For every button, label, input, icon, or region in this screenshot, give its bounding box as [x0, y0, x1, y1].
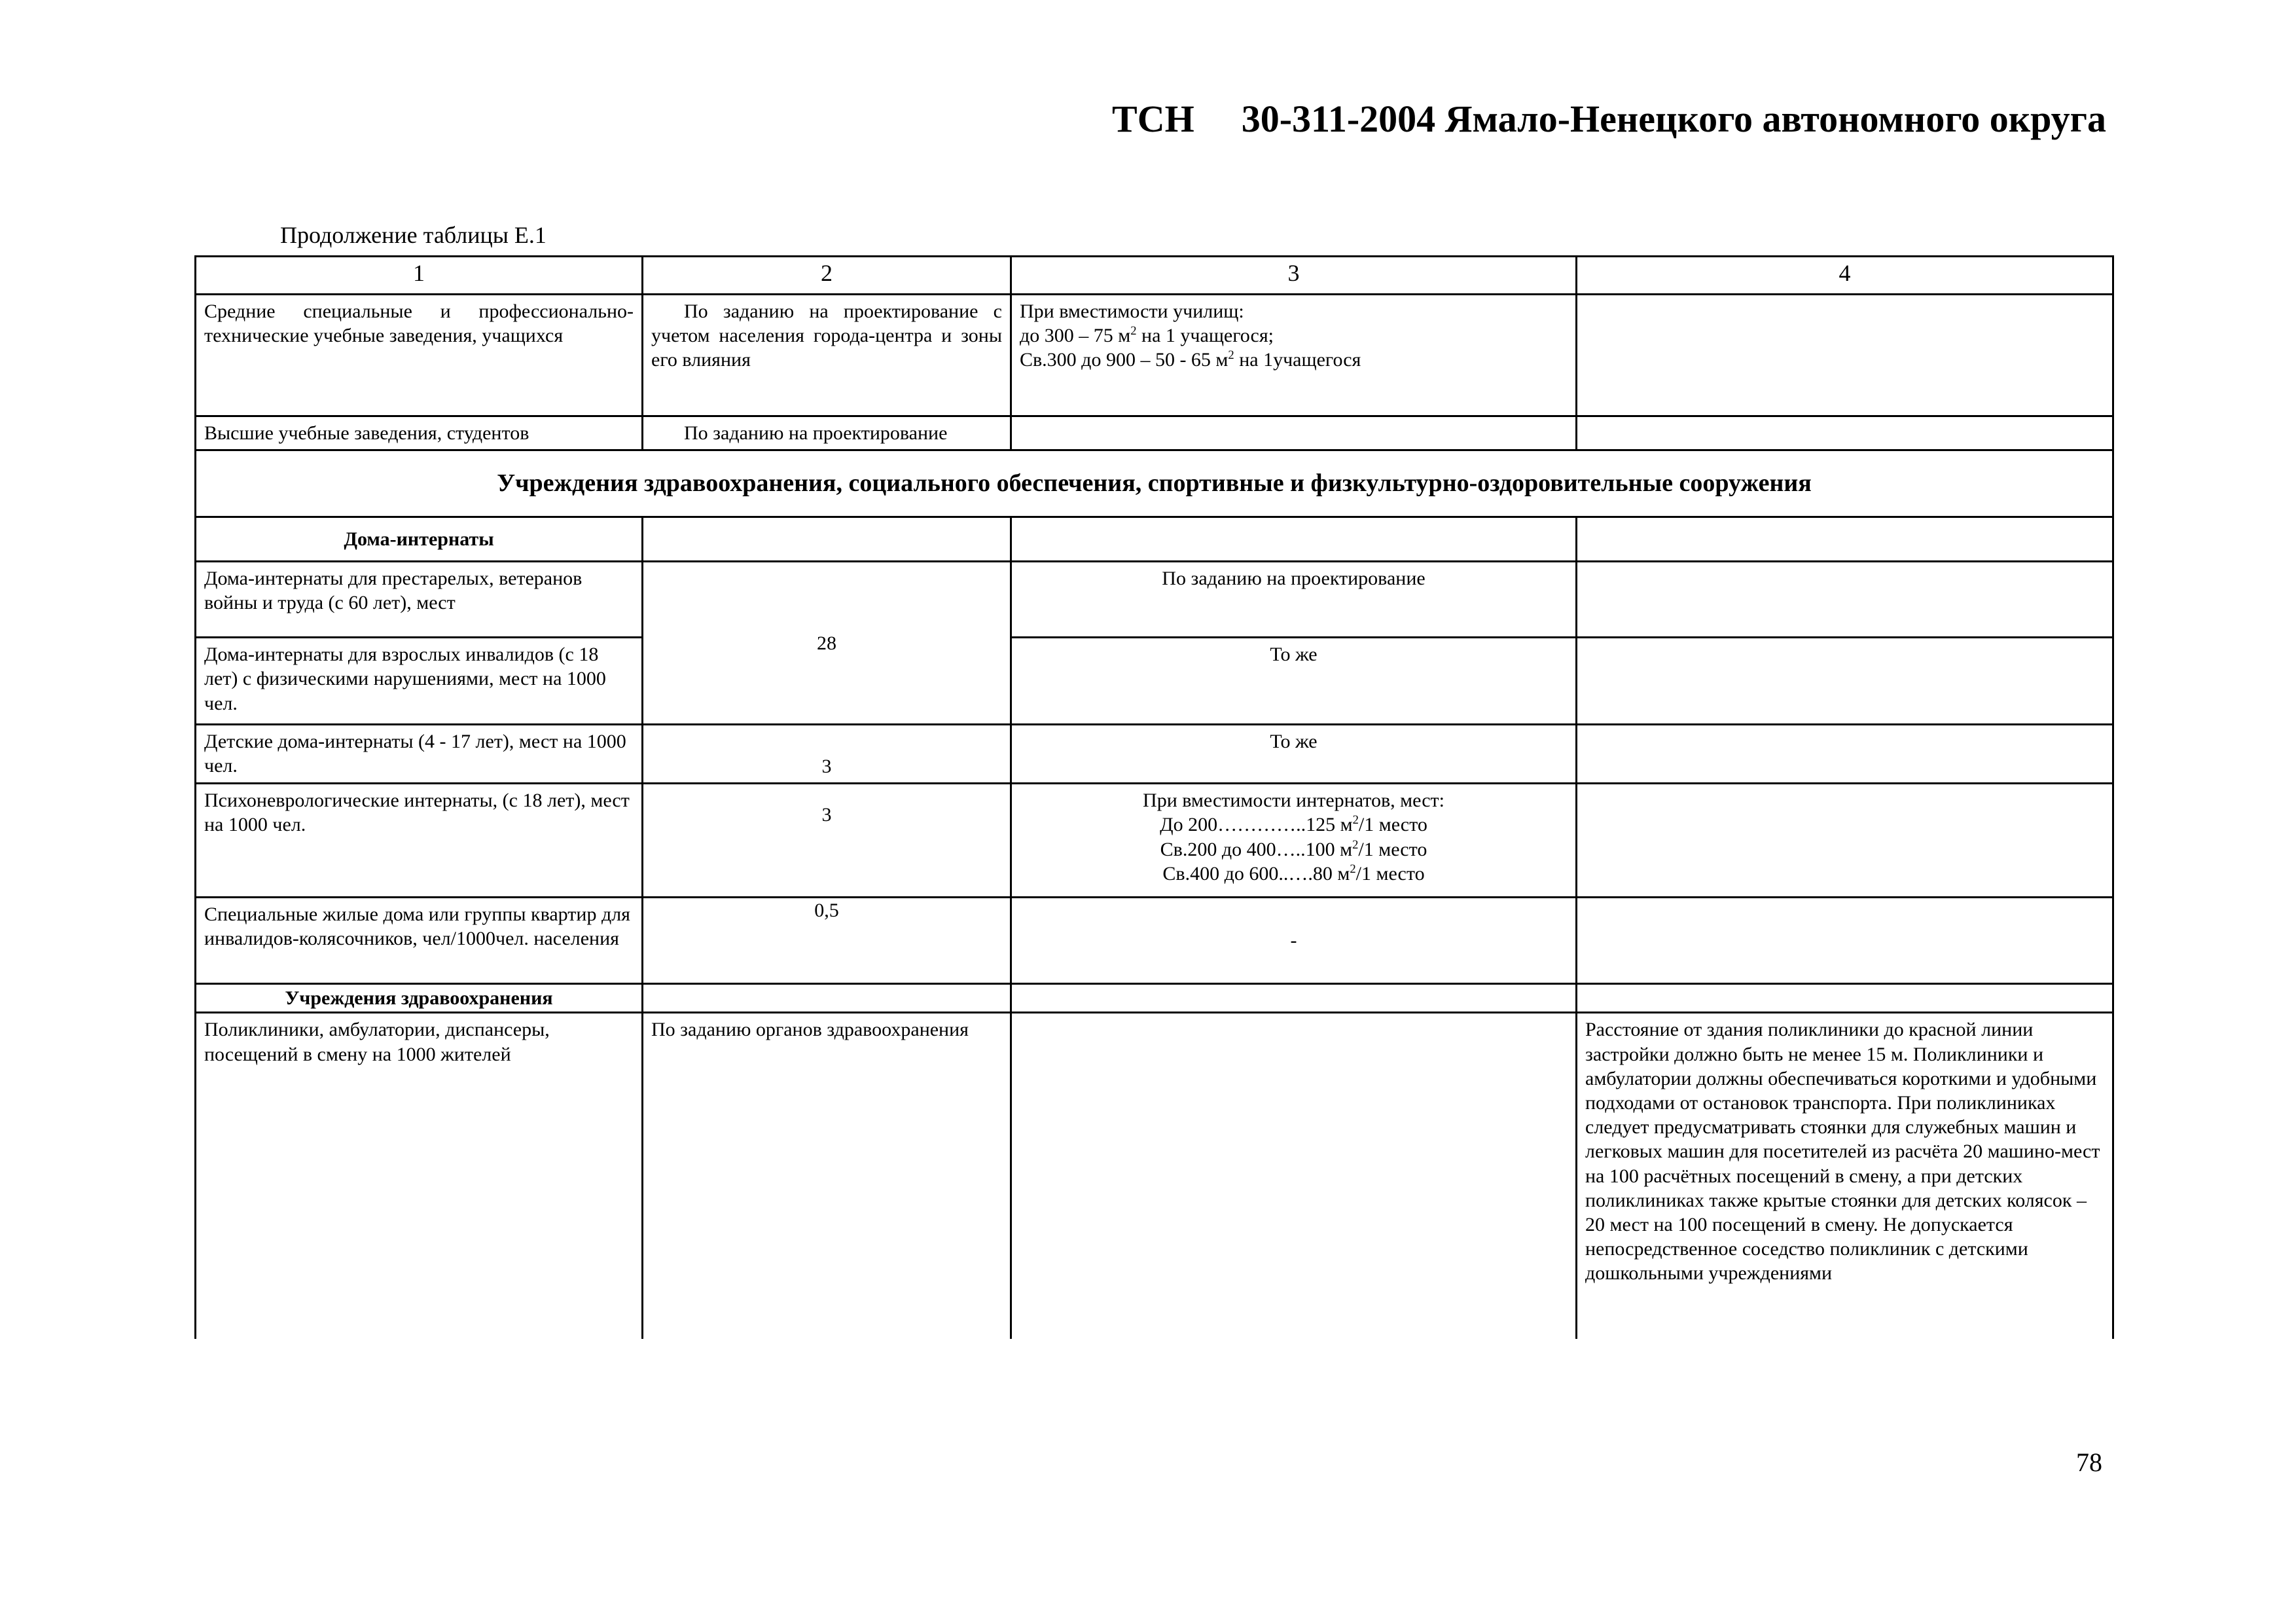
column-number-2: 2 — [643, 257, 1011, 295]
empty-cell — [1577, 517, 2113, 562]
cell-wheelchair-norm: 0,5 — [643, 898, 1011, 984]
cell-elderly-name: Дома-интернаты для престарелых, ветеранов войны и труда (с 60 лет), мест — [196, 562, 643, 638]
subheader-health: Учреждения здравоохранения — [196, 984, 643, 1013]
cell-polyclinics-name: Поликлиники, амбулатории, диспансеры, посещений в смену на 1000 жителей — [196, 1013, 643, 1339]
cell-higher-area — [1011, 416, 1577, 450]
cell-disabled-note — [1577, 638, 2113, 725]
cell-secondary-norm: По заданию на проектирование с учетом населения города-центра и зоны его влияния — [643, 295, 1011, 416]
cell-secondary-name: Средние специальные и профессионально-технические учебные заведения, учащихся — [196, 295, 643, 416]
cell-elderly-note — [1577, 562, 2113, 638]
cell-secondary-area: При вместимости училищ: до 300 – 75 $м^2$ на 1 учащегося; Св.300 до 900 – 50 - 65 $м^2$ на 1учащегося — [1011, 295, 1577, 416]
cell-polyclinics-norm: По заданию органов здравоохранения — [643, 1013, 1011, 1339]
cell-disabled-name: Дома-интернаты для взрослых инвалидов (с 18 лет) с физическими нарушениями, мест на 1000 чел. — [196, 638, 643, 725]
cell-psycho-norm: 3 — [643, 784, 1011, 898]
column-number-row — [196, 257, 2113, 295]
cell-disabled-area: То же — [1011, 638, 1577, 725]
table-row-subheader-health — [196, 984, 2113, 1013]
cell-wheelchair-name: Специальные жилые дома или группы квартир для инвалидов-колясочников, чел/1000чел. населения — [196, 898, 643, 984]
cell-elderly-area: По заданию на проектирование — [1011, 562, 1577, 638]
empty-cell — [1011, 984, 1577, 1013]
empty-cell — [643, 517, 1011, 562]
page-number: 78 — [2076, 1448, 2102, 1477]
cell-elderly-norm: 28 — [643, 562, 1011, 725]
document-header — [1112, 97, 2106, 141]
table-row-polyclinics — [196, 1013, 2113, 1339]
standard-code: 30-311-2004 Ямало-Ненецкого автономного округа — [1241, 98, 2106, 140]
cell-psycho-name: Психоневрологические интернаты, (с 18 лет), мест на 1000 чел. — [196, 784, 643, 898]
cell-secondary-note — [1577, 295, 2113, 416]
table-row-secondary-schools — [196, 295, 2113, 416]
cell-psycho-area: При вместимости интернатов, мест: До 200…………..125 $м^2/1$ место Св.200 до 400…..100 $м^2/1$ место Св.400 до 600..….80 $м^2/1$ место — [1011, 784, 1577, 898]
standard-prefix: ТСН — [1112, 98, 1194, 140]
cell-higher-norm: По заданию на проектирование — [643, 416, 1011, 450]
norms-table — [194, 255, 2114, 1339]
empty-cell — [1011, 517, 1577, 562]
cell-higher-note — [1577, 416, 2113, 450]
cell-children-name: Детские дома-интернаты (4 - 17 лет), мест на 1000 чел. — [196, 725, 643, 784]
column-number-3: 3 — [1011, 257, 1577, 295]
section-title: Учреждения здравоохранения, социального обеспечения, спортивные и физкультурно-оздоровительные сооружения — [196, 450, 2113, 517]
column-number-4: 4 — [1577, 257, 2113, 295]
table-row-section-title — [196, 450, 2113, 517]
cell-polyclinics-note: Расстояние от здания поликлиники до красной линии застройки должно быть не менее 15 м. Поликлиники и амбулатории должны обеспечиваться короткими и удобными подходами от остановок транспорта. При поликлиниках следует предусматривать стоянки для служебных машин и легковых машин для посетителей из расчёта 20 машино-мест на 100 расчётных посещений в смену, а при детских поликлиниках также крытые стоянки для детских колясок – 20 мест на 100 посещений в смену. Не допускается непосредственное соседство поликлиник с детскими дошкольными учреждениями — [1577, 1013, 2113, 1339]
subheader-homes: Дома-интернаты — [196, 517, 643, 562]
table-row-elderly-homes — [196, 562, 2113, 638]
cell-psycho-note — [1577, 784, 2113, 898]
cell-children-norm: 3 — [643, 725, 1011, 784]
cell-polyclinics-area — [1011, 1013, 1577, 1339]
cell-children-area: То же — [1011, 725, 1577, 784]
cell-children-note — [1577, 725, 2113, 784]
empty-cell — [643, 984, 1011, 1013]
empty-cell — [1577, 984, 2113, 1013]
cell-higher-name: Высшие учебные заведения, студентов — [196, 416, 643, 450]
table-row-psycho-homes — [196, 784, 2113, 898]
table-row-disabled-adults — [196, 638, 2113, 725]
cell-wheelchair-area: - — [1011, 898, 1577, 984]
table-row-higher-education — [196, 416, 2113, 450]
column-number-1: 1 — [196, 257, 643, 295]
table-row-wheelchair-housing — [196, 898, 2113, 984]
table-row-children-homes — [196, 725, 2113, 784]
table-continuation-caption: Продолжение таблицы Е.1 — [280, 222, 547, 248]
table-row-subheader-homes — [196, 517, 2113, 562]
cell-wheelchair-note — [1577, 898, 2113, 984]
